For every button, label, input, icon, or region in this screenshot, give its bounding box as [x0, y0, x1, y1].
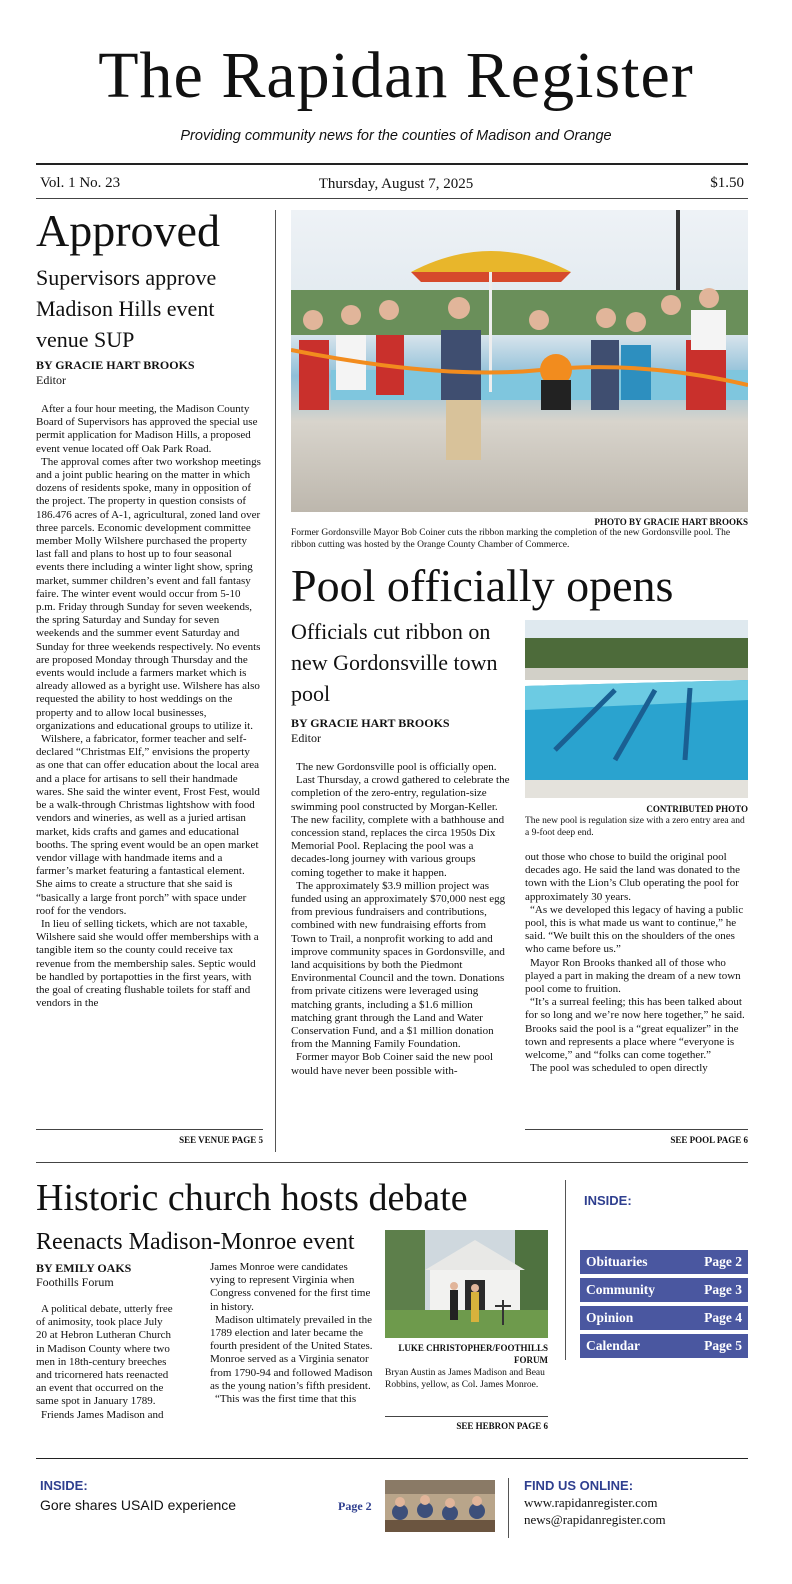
story2-col2	[525, 851, 748, 1129]
online-label: FIND US ONLINE:	[524, 1478, 634, 1493]
inside-divider	[565, 1180, 566, 1360]
story1-end-rule	[36, 1129, 263, 1130]
volume-number: Vol. 1 No. 23	[40, 175, 121, 191]
inside-item-opinion[interactable]	[580, 1306, 748, 1330]
paragraph: “It’s a surreal feeling; this has been talked about for so long and we’re now here together,” he said. Brooks said the pool is a “great equalizer” in the town and represents a place where “everyone is welcome,” and “folks can come together.”	[525, 996, 745, 1062]
story2-byline: BY GRACIE HART BROOKS	[291, 716, 450, 730]
story2-end-rule	[525, 1129, 748, 1130]
paragraph: The approximately $3.9 million project was funded using an approximately $70,000 nest egg from previous fundraisers and contributions, combined with new fundraising efforts from Town to Trail, a nonprofit working to add and improve community spaces in Gordonsville, and land acquisitions by both the Piedmont Environmental Council and the town. Donations from private citizens were leveraged using matching grants, including a $1.6 million matching grant through the Land and Water Conservation Fund, and a $1 million donation from the Manning Family Foundation.	[291, 879, 506, 1051]
paragraph: James Monroe were candidates vying to represent Virginia when Congress convened for the first time in history.	[210, 1261, 371, 1313]
inside-item-page: Page 2	[704, 1254, 742, 1269]
inside-item-community[interactable]	[580, 1278, 748, 1302]
paragraph: The pool was scheduled to open directly	[530, 1062, 708, 1075]
paragraph: Last Thursday, a crowd gathered to celebrate the completion of the zero-entry, regulation-size swimming pool constructed by Morgan-Keller. The new facility, complete with a bathhouse and concession stand, replaces the circa 1950s Dix Memorial Pool. Replacing the pool was a decades-long journey with various groups coming together to make it happen.	[291, 774, 510, 879]
photo1-credit: PHOTO BY GRACIE HART BROOKS	[594, 517, 748, 527]
paragraph: “This was the first time that this	[215, 1393, 357, 1406]
footer-rule	[36, 1458, 748, 1459]
story1-subhead: Supervisors approve Madison Hills event venue SUP	[36, 265, 217, 352]
tagline: Providing community news for the counties of Madison and Orange	[180, 128, 612, 144]
footer-teaser-page: Page 2	[338, 1499, 372, 1513]
newspaper-title: The Rapidan Register	[98, 39, 694, 112]
paragraph: In lieu of selling tickets, which are not taxable, Wilshere said she would offer memberships with a tangible item so the county could receive tax revenue from the membership sales. Septic would be handled by portapotties in the first years, with the goal of creating flushable toilets for staff and vendors in the	[36, 917, 259, 1010]
website-link[interactable]: www.rapidanregister.com	[524, 1495, 658, 1510]
story2-headline: Pool officially opens	[291, 560, 674, 611]
inside-item-page: Page 4	[704, 1310, 742, 1325]
masthead-rule	[36, 163, 748, 165]
inside-title: INSIDE:	[584, 1193, 632, 1208]
church-illustration	[385, 1230, 548, 1338]
pool-photo	[525, 620, 748, 798]
paragraph: out those who chose to build the original pool decades ago. He said the land was donated to the town with the Lion’s Club operating the pool for approximately 30 years.	[525, 851, 741, 903]
church-photo	[385, 1230, 548, 1338]
paragraph: “As we developed this legacy of having a public pool, this is what made us want to continue,” he said. “We built this on the shoulders of the ones who came before us.”	[525, 903, 744, 956]
paragraph: A political debate, utterly free of animosity, took place July 20 at Hebron Lutheran Church in Madison County where two men in 18th-century breeches and tricornered hats reenacted an event that occurred on the same spot in January 1789.	[36, 1303, 173, 1408]
story2-jump[interactable]: SEE POOL PAGE 6	[670, 1135, 748, 1145]
story1-byline: BY GRACIE HART BROOKS	[36, 358, 195, 372]
inside-item-section: Obituaries	[586, 1254, 648, 1269]
inside-item-obituaries[interactable]	[580, 1250, 748, 1274]
story1-jump[interactable]: SEE VENUE PAGE 5	[179, 1135, 263, 1145]
story1-headline: Approved	[36, 205, 220, 256]
paragraph: Mayor Ron Brooks thanked all of those who played a part in making the dream of a new town pool come to fruition.	[525, 956, 741, 996]
teaser-photo	[385, 1480, 495, 1532]
teaser-illustration	[385, 1480, 495, 1532]
pool-photo-credit: CONTRIBUTED PHOTO	[646, 804, 748, 814]
footer-divider	[508, 1478, 509, 1538]
inside-item-section: Opinion	[586, 1310, 634, 1325]
paragraph: The approval comes after two workshop meetings and a joint public hearing on the matter in which dozens of residents spoke, many in opposition of the project. The property in question consists of 186.476 acres of A-1, agricultural, zoned land over three parcels. Economic development committee member Molly Wilshere purchased the property last fall and plans to host up to four seasonal events there including a winter light show, spring market, summer children’s event and fall fantasy faire. The winter event would occur from 5-10 p.m. Friday through Sunday for seven weekends, the spring Saturday and Sunday for seven weekends and the summer event Saturday and Sunday for three weekends respectively. No events are proposed Monday through Thursday and the events would include a farmers market which is already allowed as a byright use. Wilshere has also requested the ability to host weddings on the property and to allow local businesses, organizations and educational groups to utilize it.	[36, 455, 261, 732]
footer-inside-label: INSIDE:	[40, 1478, 88, 1493]
story3-jump[interactable]: SEE HEBRON PAGE 6	[456, 1421, 548, 1431]
email-link[interactable]: news@rapidanregister.com	[524, 1512, 666, 1527]
church-photo-credit: LUKE CHRISTOPHER/FOOTHILLS FORUM	[398, 1343, 548, 1365]
pool-photo-caption: The new pool is regulation size with a zero entry area and a 9-foot deep end.	[525, 816, 745, 838]
inside-item-section: Calendar	[586, 1338, 640, 1353]
inside-item-calendar[interactable]	[580, 1334, 748, 1358]
paragraph: Former mayor Bob Coiner said the new pool would have never been possible with-	[291, 1051, 494, 1077]
ribbon-cutting-photo	[291, 210, 748, 512]
story1-body	[36, 403, 261, 1125]
inside-item-section: Community	[586, 1282, 656, 1297]
story3-role: Foothills Forum	[36, 1275, 114, 1289]
story3-col2	[210, 1261, 375, 1433]
pool-illustration	[525, 620, 748, 798]
paragraph: Madison ultimately prevailed in the 1789 election and later became the fourth president of the United States. Monroe served as a Virginia senator from 1790-94 and followed Madison as the young nation’s fifth president.	[210, 1313, 373, 1392]
story3-end-rule	[385, 1416, 548, 1417]
story3-headline: Historic church hosts debate	[36, 1177, 468, 1219]
story3-col1	[36, 1303, 174, 1433]
section-rule	[36, 1162, 748, 1163]
paragraph: Wilshere, a fabricator, former teacher and self-declared “Christmas Elf,” envisions the property as one that can offer education about the local area and a place for artisans to sell their handmade wares. She said the winter event, Frost Fest, would be a walk-through Christmas lightshow with food vendors and wineries, as well as a juried artisan market, kids crafts and games and educational booths. The spring event would be an open market vendor village with handmade items and a farmer’s market featuring a fantastical element. She aims to create a structure that she said is “basically a large front porch” with space under roof for the vendors.	[36, 733, 260, 917]
footer-teaser[interactable]: Gore shares USAID experience	[40, 1497, 237, 1513]
paragraph: After a four hour meeting, the Madison County Board of Supervisors has approved the special use permit application for Madison Hills, a proposed event venue located off Oak Park Road.	[36, 403, 258, 455]
story2-col1	[291, 761, 511, 1145]
church-photo-caption: Bryan Austin as James Madison and Beau Robbins, yellow, as Col. James Monroe.	[385, 1368, 545, 1390]
column-divider	[275, 210, 276, 1152]
story3-byline: BY EMILY OAKS	[36, 1261, 132, 1275]
ribbon-cutting-illustration	[291, 210, 748, 512]
paragraph: Friends James Madison and	[41, 1408, 164, 1421]
issue-date: Thursday, August 7, 2025	[318, 176, 474, 192]
price: $1.50	[710, 175, 744, 191]
inside-item-page: Page 3	[704, 1282, 742, 1297]
date-rule	[36, 198, 748, 199]
inside-list	[580, 1250, 748, 1358]
story2-subhead: Officials cut ribbon on new Gordonsville town pool	[291, 619, 498, 706]
story3-subhead: Reenacts Madison-Monroe event	[36, 1229, 355, 1255]
story2-role: Editor	[291, 731, 321, 745]
photo1-caption: Former Gordonsville Mayor Bob Coiner cuts the ribbon marking the completion of the new Gordonsville pool. The ribbon cutting was hosted by the Orange County Chamber of Commerce.	[291, 528, 731, 550]
story1-role: Editor	[36, 373, 66, 387]
paragraph: The new Gordonsville pool is officially open.	[296, 761, 497, 773]
inside-item-page: Page 5	[704, 1338, 742, 1353]
